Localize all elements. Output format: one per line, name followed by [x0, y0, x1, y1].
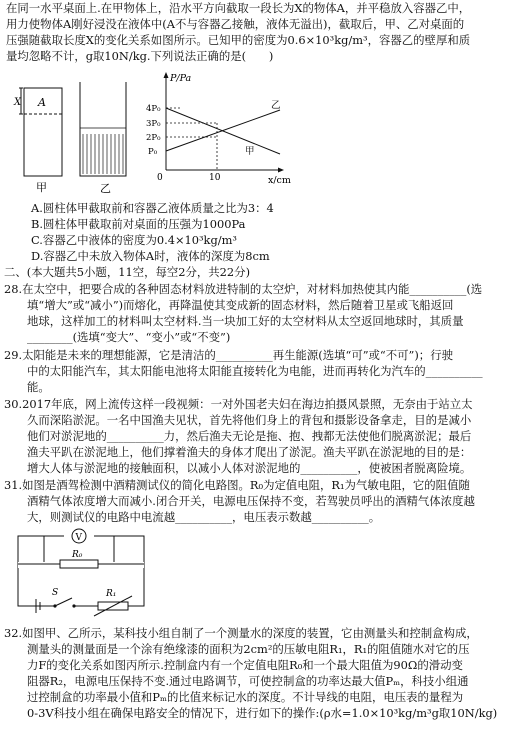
- question-stem-line: 压强随截取长度X的变化关系如图所示。已知甲的密度为0.6×10³kg/m³，容器乙的壁厚和质: [6, 33, 471, 47]
- r0-resistor-icon: [60, 560, 98, 568]
- graph-x-label: x/cm: [268, 175, 291, 186]
- question-stem-line: 在同一水平桌面上.在甲物体上，沿水平方向截取一段长为X的物体A，并平稳放入容器乙中，: [6, 1, 471, 15]
- q32-line: 力F的变化关系如图丙所示.控制盒内有一个定值电阻R₀和一个最大阻值为90Ω的滑动变: [27, 658, 463, 672]
- q32-line: 0-3V科技小组在确保电路安全的情况下，进行如下的操作:(ρ水=1.0×10³kg/m³g取10N/kg): [27, 706, 498, 720]
- option-a: A.圆柱体甲截取前和容器乙液体质量之比为3：4: [31, 201, 274, 215]
- q31-line: 酒精气体浓度增大而减小.闭合开关，电源电压保持不变，若驾驶员呼出的酒精气体浓度越: [27, 494, 475, 508]
- q32-line: 过控制盒的功率最小值和Pₘ的比值来标记水的深度。不计导线的电阻，电压表的量程为: [27, 690, 464, 704]
- q30-line: 渔夫平趴在淤泥地上，他们撑着渔夫的身体才爬出了淤泥。渔夫平趴在淤泥地的目的是：: [27, 445, 472, 459]
- container-yi-figure: [76, 80, 136, 198]
- question-stem-line: 用力使物体A刚好浸没在液体中(A不与容器乙接触，液体无溢出)，截取后，甲、乙对桌面的: [6, 17, 465, 31]
- cylinder-jia-figure: [14, 84, 68, 196]
- q29-line: 能。: [27, 380, 50, 394]
- graph-y-tick-3p0: 3P₀: [146, 119, 161, 129]
- q28-line: 28.在太空中，把要合成的各种固态材料放进特制的太空炉，对材料加热使其内能__________(选: [4, 282, 483, 296]
- section-title: 二、(本大题共5小题，11空，每空2分，共22分): [4, 265, 251, 279]
- q30-line: 30.2017年底，网上流传这样一段视频：一对外国老夫妇在海边拍摄风景照，无奈由于站立太: [4, 397, 473, 411]
- voltmeter-label: V: [75, 533, 82, 543]
- q28-line: ________(选填“变大”、“变小”或“不变”): [27, 330, 231, 344]
- graph-line-jia: [166, 108, 280, 154]
- q30-line: 久而深陷淤泥。一名中国渔夫见状，首先将他们身上的背包和摄影设备拿走，目的是减小: [27, 413, 472, 427]
- figure-jia-caption: 甲: [36, 181, 47, 194]
- object-a-label: A: [38, 96, 46, 109]
- graph-x-tick-10: 10: [209, 173, 221, 183]
- q31-line: 31.如图是酒驾检测中酒精测试仪的简化电路图。R₀为定值电阻，R₁为气敏电阻，它的阻值随: [4, 478, 470, 492]
- x-length-label: X: [14, 97, 22, 108]
- graph-line-jia-label: 甲: [245, 146, 255, 157]
- option-d: D.容器乙中未放入物体A时，液体的深度为8cm: [31, 249, 270, 263]
- option-c: C.容器乙中液体的密度为0.4×10³kg/m³: [31, 233, 237, 247]
- graph-origin-label: 0: [157, 173, 163, 183]
- figure-yi-caption: 乙: [100, 182, 111, 195]
- q32-line: 阻器R₂，电源电压保持不变.通过电路调节，可使控制盒的功率达最大值Pₘ，科技小组通: [27, 674, 469, 688]
- q28-line: 填“增大”或“减小”)而熔化，再降温使其变成新的固态材料，然后随着卫星或飞船返回: [27, 298, 454, 312]
- q30-line: 增大人体与淤泥地的接触面积，以减小人体对淤泥地的__________，使被困者脱离险境。: [27, 461, 472, 475]
- option-b: B.圆柱体甲截取前对桌面的压强为1000Pa: [31, 217, 246, 231]
- graph-y-tick-4p0: 4P₀: [146, 104, 161, 114]
- q32-line: 测量头的测量面是一个涂有绝缘漆的面积为2cm²的压敏电阻R₁，R₁的阻值随水对它的压: [27, 642, 470, 656]
- graph-y-tick-2p0: 2P₀: [146, 133, 161, 143]
- graph-y-tick-p0: P₀: [148, 147, 158, 157]
- pressure-graph: [140, 70, 290, 185]
- graph-y-label: P/Pa: [170, 73, 192, 84]
- question-stem-line: 量均忽略不计，g取10N/kg.下列说法正确的是( ): [6, 49, 274, 63]
- breathalyzer-circuit: [14, 526, 164, 616]
- q30-line: 他们对淤泥地的__________力，然后渔夫无论是拖、抱、拽都无法使他们脱离淤泥；最后: [27, 429, 472, 443]
- graph-line-yi-label: 乙: [271, 100, 281, 111]
- r0-label: R₀: [72, 550, 83, 560]
- r1-label: R₁: [106, 589, 117, 599]
- q28-line: 地球，这样加工的材料叫太空材料.当一块加工好的太空材料从太空返回地球时，其质量: [27, 314, 464, 328]
- switch-label: S: [52, 588, 59, 598]
- q31-line: 大，则测试仪的电路中电流越__________，电压表示数越__________。: [27, 510, 381, 524]
- q29-line: 29.太阳能是未来的理想能源，它是清洁的__________再生能源(选填“可”或“不可”)；行驶: [4, 348, 453, 362]
- q32-line: 32.如图甲、乙所示，某科技小组自制了一个测量水的深度的装置，它由测量头和控制盒构成，: [4, 626, 478, 640]
- q29-line: 中的太阳能汽车，其太阳能电池将太阳能直接转化为电能，进而再转化为汽车的__________: [27, 364, 483, 378]
